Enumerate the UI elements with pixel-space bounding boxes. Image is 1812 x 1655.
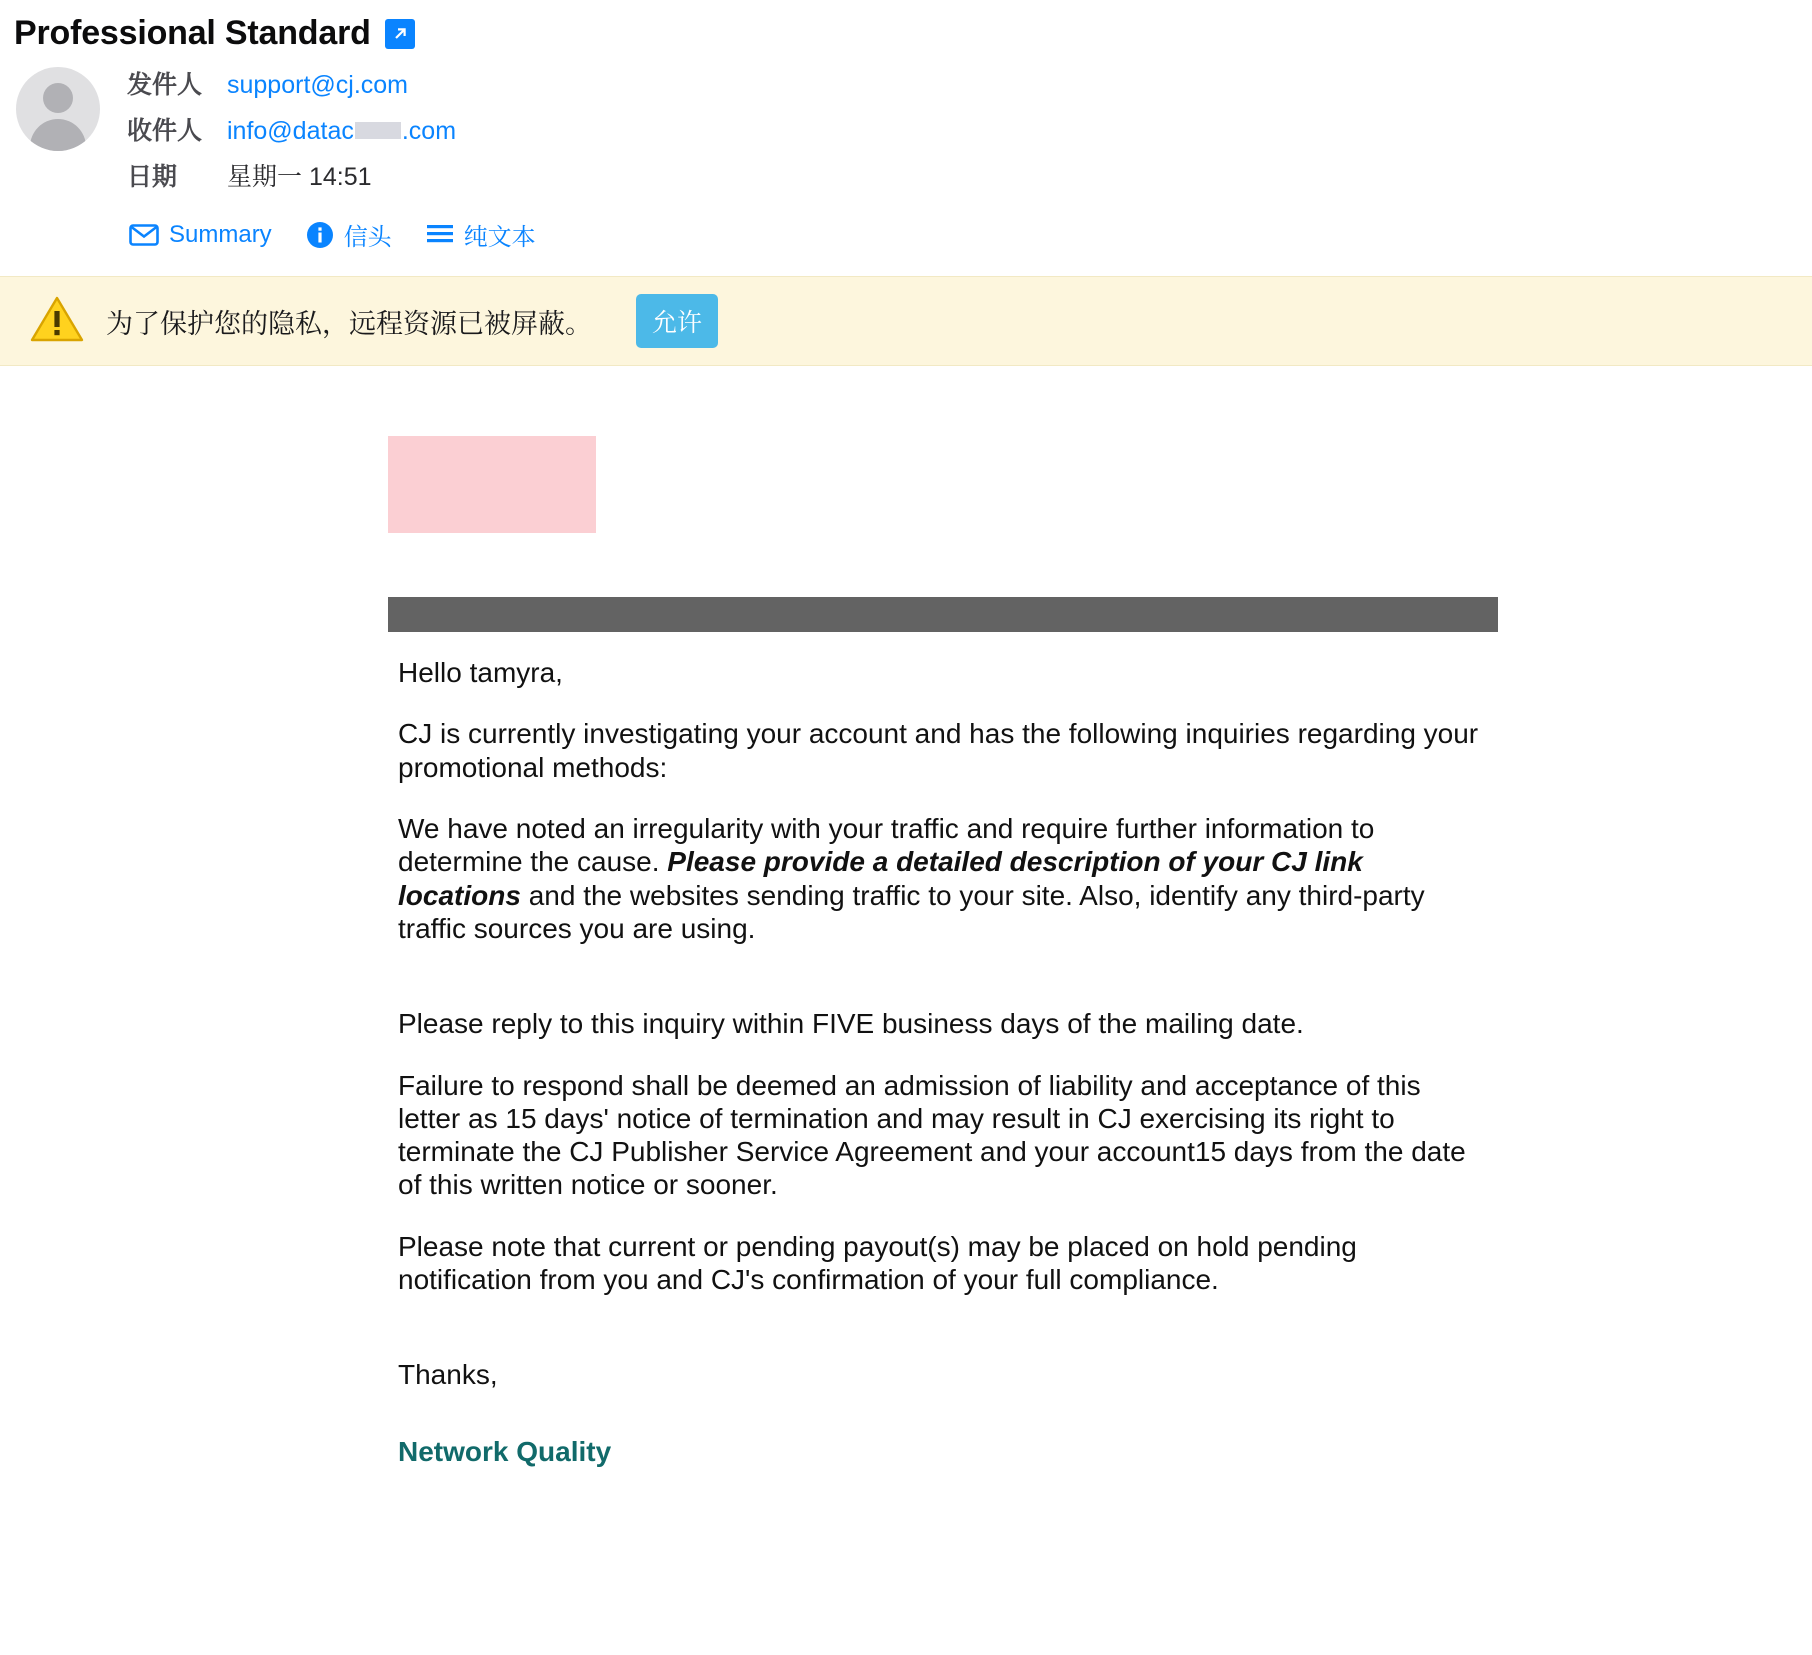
paragraph-5: Please note that current or pending payout(s) may be placed on hold pending notification from you and CJ's confirmation of your full compliance.: [398, 1230, 1357, 1296]
subject-row: [0, 0, 1812, 61]
to-address-prefix: info@datac: [227, 117, 354, 145]
date-row: [127, 157, 536, 203]
to-label: 收件人: [127, 117, 203, 145]
summary-action[interactable]: [129, 221, 272, 249]
paragraph-4: Failure to respond shall be deemed an admission of liability and acceptance of this letter as 15 days' notice of termination and may result in CJ exercising its right to terminate the CJ Publisher Service Agreement and your account15 days from the date of this written notice or sooner.: [398, 1069, 1466, 1201]
to-address-suffix: .com: [401, 117, 457, 145]
summary-action-label: Summary: [169, 220, 272, 248]
info-icon: [306, 221, 334, 249]
closing-paragraph: Thanks,: [398, 1359, 498, 1391]
from-label: 发件人: [127, 71, 203, 99]
from-address[interactable]: support@cj.com: [227, 71, 408, 99]
banner-bar: [388, 597, 1498, 632]
headers-action[interactable]: [306, 217, 392, 252]
greeting-paragraph: Hello tamyra,: [398, 657, 563, 688]
to-row: [127, 111, 536, 157]
from-row: [127, 65, 536, 111]
date-value: 星期一 14:51: [227, 163, 372, 191]
header-actions: [129, 217, 536, 252]
plaintext-action-label: 纯文本: [463, 224, 536, 251]
header-fields: [127, 61, 536, 252]
date-label: 日期: [127, 163, 178, 191]
paragraph-3: Please reply to this inquiry within FIVE business days of the mailing date.: [398, 1008, 1304, 1040]
redaction-block: [355, 122, 401, 139]
blocked-remote-image: [388, 436, 596, 533]
paragraph-2: [398, 812, 1488, 945]
open-in-new-icon[interactable]: [385, 19, 415, 49]
signature: Network Quality: [398, 1435, 612, 1467]
notification-message: 为了保护您的隐私，远程资源已被屏蔽。: [106, 308, 592, 339]
to-address[interactable]: [227, 117, 456, 146]
page-title: Professional Standard: [14, 14, 371, 52]
paragraph-2-emphasis: Please provide a detailed description of your CJ link locations: [398, 846, 1363, 911]
remote-content-notification: [0, 276, 1812, 366]
envelope-icon: [129, 223, 159, 247]
list-icon: [426, 223, 454, 247]
plaintext-action[interactable]: [426, 217, 536, 252]
message-body: [0, 366, 1812, 1468]
headers-action-label: 信头: [343, 224, 392, 251]
avatar: [16, 67, 100, 151]
paragraph-2-lead: We have noted an irregularity with your traffic and require further information to determine the cause.: [398, 812, 1375, 878]
allow-remote-content-button[interactable]: 允许: [636, 294, 718, 348]
message-text: [398, 632, 1488, 1392]
paragraph-1: CJ is currently investigating your account and has the following inquiries regarding your promotional methods:: [398, 718, 1479, 783]
paragraph-2-tail: and the websites sending traffic to your site. Also, identify any third-party traffic sources you are using.: [398, 879, 1425, 944]
warning-icon: [30, 295, 84, 348]
message-header: [0, 61, 1812, 258]
